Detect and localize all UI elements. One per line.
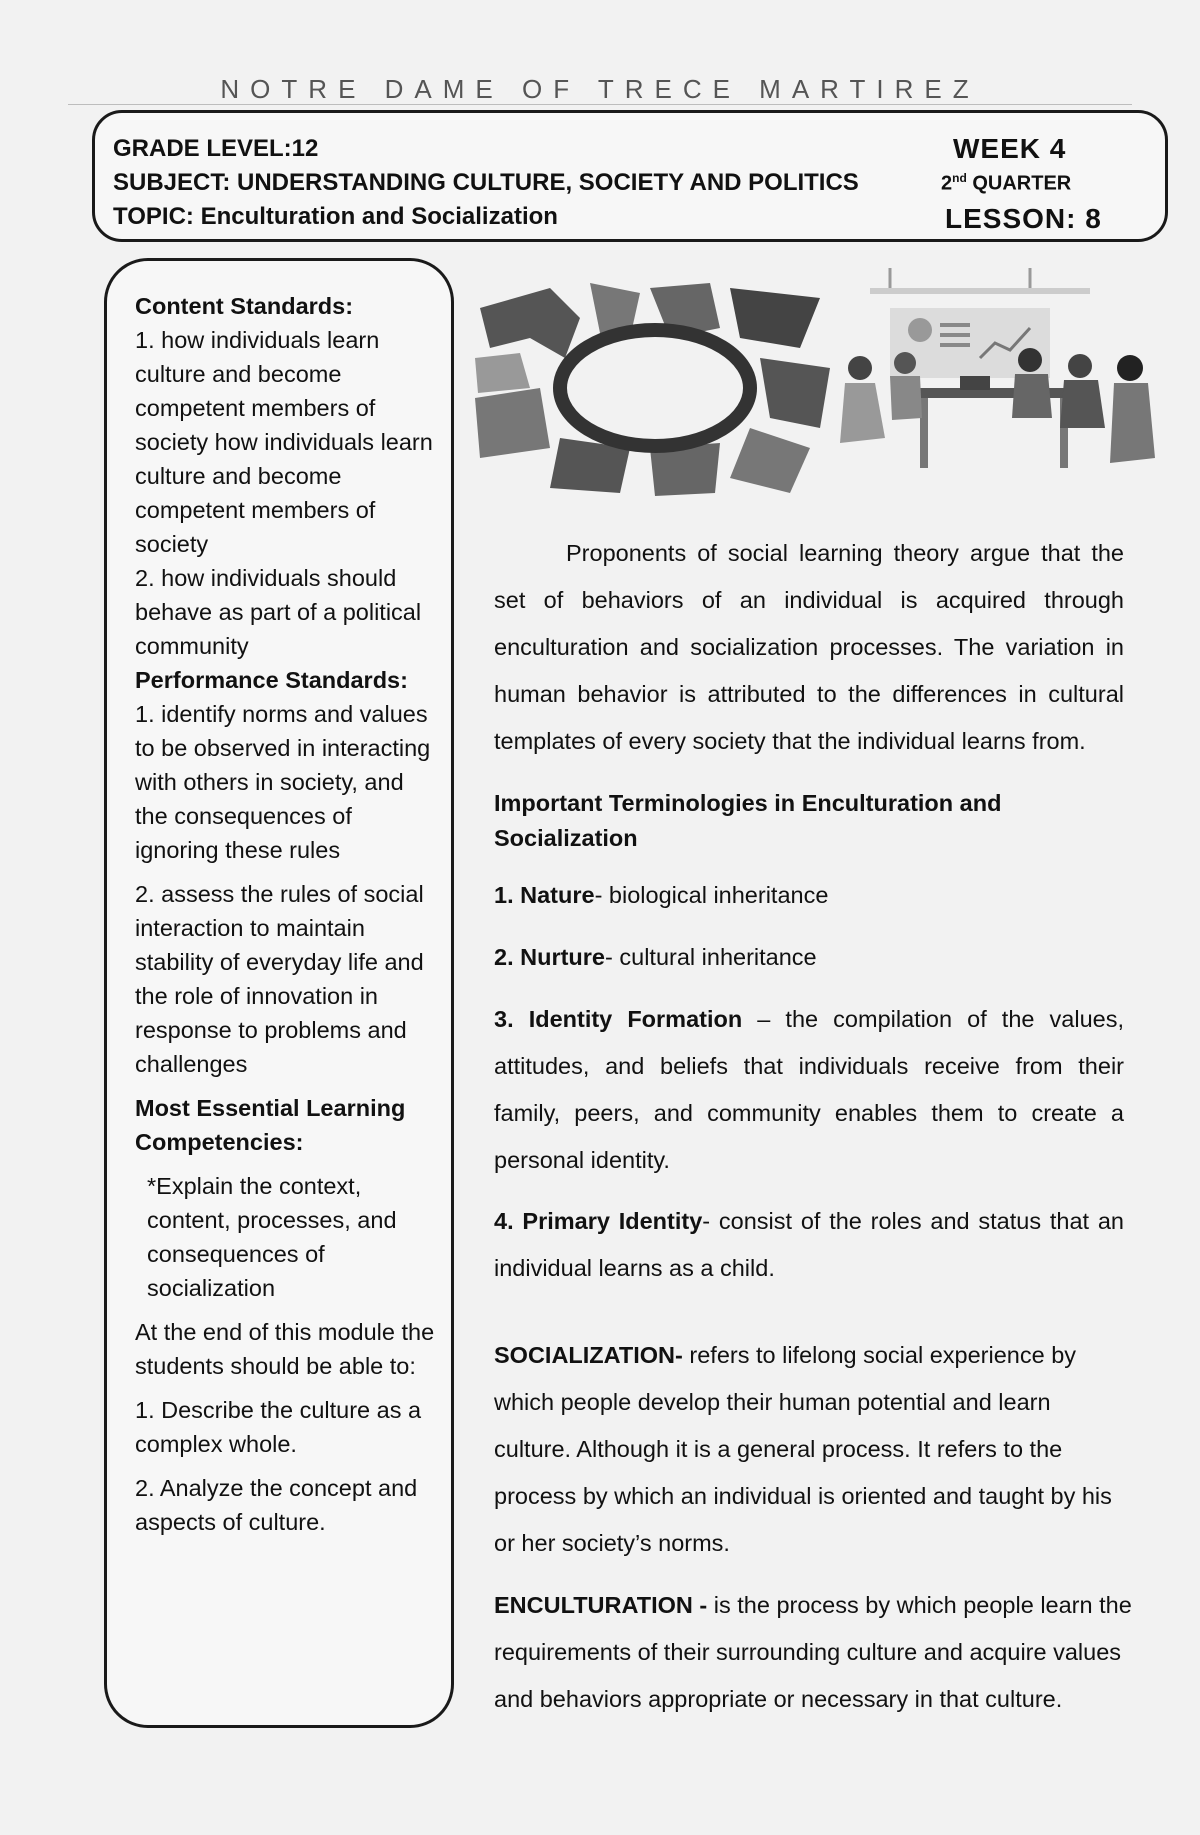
quarter-suffix: nd <box>952 171 967 185</box>
week: WEEK 4 <box>953 133 1067 164</box>
topic: TOPIC: Enculturation and Socialization <box>113 203 558 230</box>
standards-sidebar <box>104 258 454 1728</box>
term-nurture <box>494 934 1124 981</box>
term-number: 4. <box>494 1208 514 1234</box>
term-definition: - consist of the roles and status that an individual learns as a child. <box>494 1208 1124 1281</box>
term-name: Nature <box>520 882 595 908</box>
enculturation-term: ENCULTURATION - <box>494 1592 708 1618</box>
term-number: 2. <box>494 944 514 970</box>
intro-paragraph: Proponents of social learning theory argue that the set of behaviors of an individual is acquired through enculturation and socialization processes. The variation in human behavior is attributed to the differences in cultural templates of every society that the individual learns from. <box>494 540 1124 754</box>
term-definition: - cultural inheritance <box>605 944 817 970</box>
term-definition: - biological inheritance <box>594 882 829 908</box>
lesson-header <box>92 110 1168 242</box>
grade-level: GRADE LEVEL:12 <box>113 135 319 162</box>
people-meeting-icon <box>830 268 1160 500</box>
quarter-number: 2 <box>941 172 953 195</box>
term-identity-formation <box>494 996 1124 1184</box>
term-nature <box>494 872 1124 919</box>
socialization-definition <box>494 1332 1134 1567</box>
performance-standard-1: 1. identify norms and values to be observed in interacting with others in society, and the consequences of ignoring these rules <box>135 701 431 863</box>
socialization-text: refers to lifelong social experience by which people develop their human potential and learn culture. Although it is a general process. It refers to the process by which an individual is oriented and taught by his or her society’s norms. <box>494 1342 1112 1556</box>
subject: SUBJECT: UNDERSTANDING CULTURE, SOCIETY AND POLITICS <box>113 169 859 196</box>
socialization-term: SOCIALIZATION- <box>494 1342 683 1368</box>
term-name: Nurture <box>520 944 606 970</box>
term-name: Primary Identity <box>522 1208 703 1234</box>
term-name: Identity Formation <box>528 1006 743 1032</box>
enculturation-definition <box>494 1582 1134 1723</box>
melc-item: *Explain the context, content, processes, and consequences of socialization <box>147 1173 397 1301</box>
performance-standards-title: Performance Standards: <box>135 667 408 693</box>
terms-title: Important Terminologies in Enculturation and Socialization <box>494 790 1002 851</box>
lesson-number: LESSON: 8 <box>945 203 1102 234</box>
term-definition: – the compilation of the values, attitudes, and beliefs that individuals receive from their family, peers, and community enables them to create a personal identity. <box>494 1006 1124 1173</box>
school-name: NOTRE DAME OF TRECE MARTIREZ <box>220 74 980 104</box>
term-primary-identity <box>494 1198 1124 1292</box>
term-number: 3. <box>494 1006 514 1032</box>
melc-title: Most Essential Learning Competencies: <box>135 1095 406 1155</box>
objective-1: 1. Describe the culture as a complex whole. <box>135 1397 422 1457</box>
header-divider <box>68 104 1132 105</box>
enculturation-text: is the process by which people learn the requirements of their surrounding culture and acquire values and behaviors appropriate or necessary in that culture. <box>494 1592 1132 1712</box>
content-standard-2: 2. how individuals should behave as part of a political community <box>135 565 422 659</box>
content-standard-1: 1. how individuals learn culture and become competent members of society how individuals learn culture and become competent members of society <box>135 327 433 557</box>
quarter-label: QUARTER <box>966 172 1072 195</box>
objective-2: 2. Analyze the concept and aspects of culture. <box>135 1475 418 1535</box>
quarter <box>941 171 1071 196</box>
performance-standard-2: 2. assess the rules of social interaction to maintain stability of everyday life and the role of innovation in response to problems and challenges <box>135 881 424 1077</box>
content-standards-title: Content Standards: <box>135 293 354 319</box>
objectives-intro: At the end of this module the students should be able to: <box>135 1319 435 1379</box>
hands-circle-icon <box>470 278 832 500</box>
term-number: 1. <box>494 882 514 908</box>
